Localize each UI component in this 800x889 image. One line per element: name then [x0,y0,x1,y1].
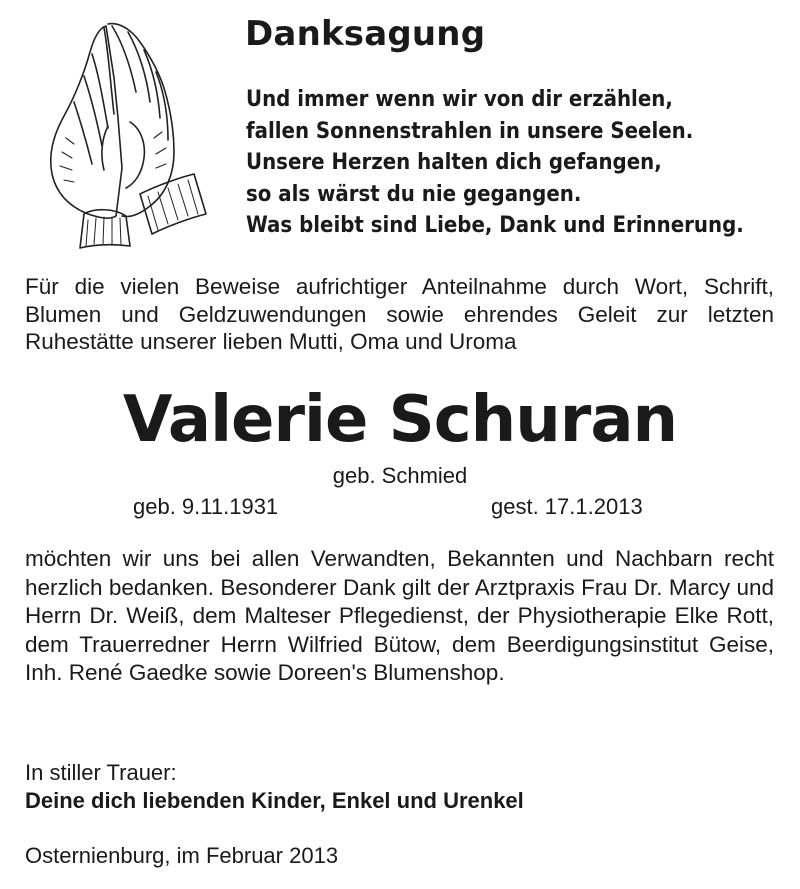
page-title: Danksagung [245,14,486,54]
death-date: gest. 17.1.2013 [491,494,643,519]
poem-line: Und immer wenn wir von dir erzählen, [246,87,673,112]
poem-line: fallen Sonnenstrahlen in unsere Seelen. [246,118,694,144]
birth-name: geb. Schmied [332,463,468,488]
poem-line: Unsere Herzen halten dich gefangen, [246,150,662,175]
praying-hands-icon [44,18,214,250]
poem-line: so als wärst du nie gegangen. [246,181,582,207]
place-date: Osternienburg, im Februar 2013 [25,843,339,868]
poem [246,84,744,242]
family-signature: Deine dich liebenden Kinder, Enkel und Urenkel [25,788,524,813]
deceased-name: Valerie Schuran [122,383,678,457]
birth-date: geb. 9.11.1931 [133,494,279,519]
thanks-paragraph: möchten wir uns bei allen Verwandten, Bekannten und Nachbarn recht herzlich bedanken. Besonderer Dank gilt der Arztpraxis Frau Dr. Marcy und Herrn Dr. Weiß, dem Malteser Pflegedienst, der Physiotherapie Elke Rott, dem Trauerredner Herrn Wilfried Bütow, dem Beerdigungsinstitut Geise, Inh. René Gaedke sowie Doreen's Blumenshop. [25,546,774,686]
poem-line: Was bleibt sind Liebe, Dank und Erinnerung. [246,213,744,238]
mourning-label: In stiller Trauer: [25,760,177,785]
intro-paragraph: Für die vielen Beweise aufrichtiger Anteilnahme durch Wort, Schrift, Blumen und Geldzuwendungen sowie ehrendes Geleit zur letzten Ruhestätte unserer lieben Mutti, Oma und Uroma [25,274,774,354]
